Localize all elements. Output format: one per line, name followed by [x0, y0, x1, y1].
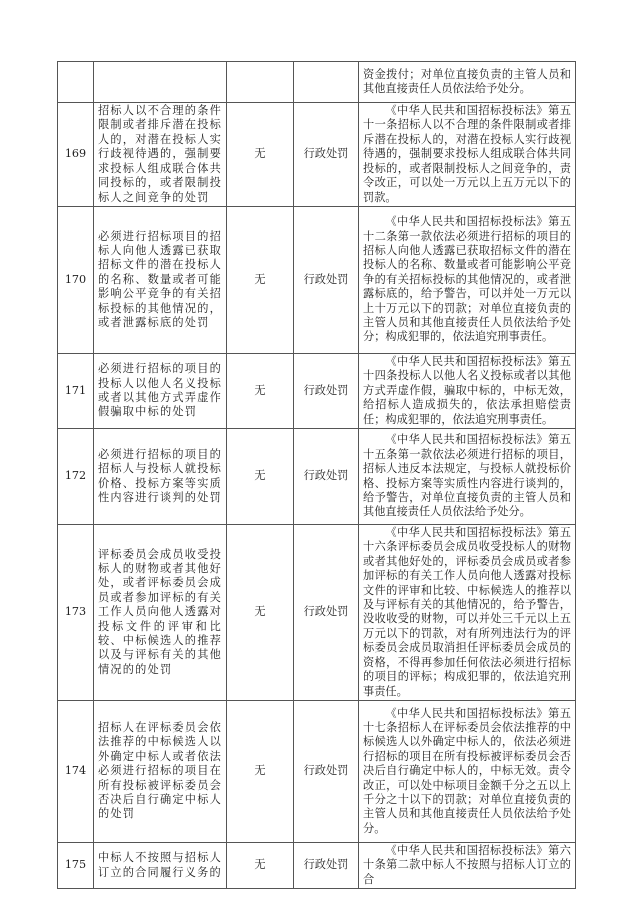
- legal-basis: [359, 207, 576, 354]
- item-name-text: 招标人以不合理的条件限制或者排斥潜在投标人的，对潜在投标人实行歧视待遇的，强制要求投标人组成联合体共同投标的，或者限制投标人之间竞争的处罚: [98, 104, 222, 204]
- legal-basis-text: 《中华人民共和国招标投标法》第五十一条招标人以不合理的条件限制或者排斥潜在投标人的，对潜在投标人实行歧视待遇的，强制要求投标人组成联合体共同投标的，或者限制投标人之间竞争的，责令改正，可以处一万元以上五万元以下的罚款。: [363, 104, 571, 204]
- item-name-text: 必须进行招标的项目的招标人与投标人就投标价格、投标方案等实质性内容进行谈判的处罚: [98, 447, 222, 504]
- row-number: [58, 62, 94, 103]
- legal-basis: [359, 842, 576, 888]
- basis-flag-text: 无: [254, 764, 266, 778]
- row-number: [58, 354, 94, 429]
- category: [294, 103, 359, 207]
- table-row: [58, 354, 576, 429]
- category-text: 行政处罚: [303, 383, 349, 397]
- basis-flag: [227, 842, 294, 888]
- row-number-text: 170: [64, 272, 87, 286]
- basis-flag: [227, 103, 294, 207]
- basis-flag-text: 无: [254, 147, 266, 161]
- category: [294, 525, 359, 701]
- legal-basis: [359, 62, 576, 103]
- legal-basis: [359, 429, 576, 525]
- basis-flag: [227, 354, 294, 429]
- row-number: [58, 525, 94, 701]
- category-text: 行政处罚: [303, 605, 349, 619]
- row-number: [58, 842, 94, 888]
- basis-flag: [227, 525, 294, 701]
- table-row: [58, 700, 576, 842]
- category: [294, 429, 359, 525]
- legal-basis-text: 《中华人民共和国招标投标法》第五十五条第一款依法必须进行招标的项目，招标人违反本法规定，与投标人就投标价格、投标方案等实质性内容进行谈判的，给予警告，对单位直接负责的主管人员和其他直接责任人员依法给予处分。: [363, 433, 571, 519]
- row-number: [58, 700, 94, 842]
- category-text: 行政处罚: [303, 858, 349, 872]
- row-number-text: 174: [64, 764, 87, 778]
- item-name: [94, 842, 227, 888]
- table-row: [58, 62, 576, 103]
- item-name: [94, 207, 227, 354]
- row-number: [58, 207, 94, 354]
- category-text: 行政处罚: [303, 272, 349, 286]
- legal-basis-text: 《中华人民共和国招标投标法》第五十六条评标委员会成员收受投标人的财物或者其他好处的，评标委员会成员或者参加评标的有关工作人员向他人透露对投标文件的评审和比较、中标候选人的推荐以及与评标有关的其他情况的，给予警告，没收收受的财物，可以并处三千元以上五万元以下的罚款，对有所列违法行为的评标委员会成员取消担任评标委员会成员的资格，不得再参加任何依法必须进行招标的项目的评标；构成犯罪的，依法追究刑事责任。: [363, 526, 571, 698]
- category: [294, 842, 359, 888]
- row-number-text: 175: [64, 858, 87, 872]
- item-name: [94, 354, 227, 429]
- basis-flag-text: 无: [254, 858, 266, 872]
- item-name: [94, 525, 227, 701]
- item-name: [94, 103, 227, 207]
- category-text: 行政处罚: [303, 764, 349, 778]
- row-number-text: 169: [64, 147, 87, 161]
- row-number-text: 171: [64, 383, 87, 397]
- legal-basis-text: 《中华人民共和国招标投标法》第六十条第二款中标人不按照与招标人订立的合: [363, 843, 571, 886]
- table-row: [58, 103, 576, 207]
- item-name: [94, 700, 227, 842]
- table-row: [58, 525, 576, 701]
- category: [294, 207, 359, 354]
- basis-flag: [227, 429, 294, 525]
- basis-flag: [227, 207, 294, 354]
- item-name: [94, 429, 227, 525]
- legal-basis: [359, 354, 576, 429]
- legal-basis-text: 《中华人民共和国招标投标法》第五十七条招标人在评标委员会依法推荐的中标候选人以外确定中标人的，依法必须进行招标的项目在所有投标被评标委员会否决后自行确定中标人的，中标无效。责令改正，可以处中标项目金额千分之五以上千分之十以下的罚款；对单位直接负责的主管人员和其他直接责任人员依法给予处分。: [363, 706, 571, 835]
- basis-flag-text: 无: [254, 383, 266, 397]
- legal-basis: [359, 700, 576, 842]
- item-name: [94, 62, 227, 103]
- basis-flag-text: 无: [254, 469, 266, 483]
- item-name-text: 招标人在评标委员会依法推荐的中标候选人以外确定中标人或者依法必须进行招标的项目在所有投标被评标委员会否决后自行确定中标人的处罚: [98, 720, 222, 821]
- category: [294, 62, 359, 103]
- basis-flag-text: 无: [254, 272, 266, 286]
- penalty-table: [57, 61, 576, 889]
- item-name-text: 必须进行招标的项目的投标人以他人名义投标或者以其他方式弄虚作假骗取中标的处罚: [98, 362, 222, 419]
- legal-basis-text: 资金拨付；对单位直接负责的主管人员和其他直接责任人员依法给予处分。: [363, 67, 571, 95]
- row-number: [58, 103, 94, 207]
- table-row: [58, 429, 576, 525]
- legal-basis: [359, 525, 576, 701]
- basis-flag: [227, 62, 294, 103]
- category: [294, 700, 359, 842]
- legal-basis-text: 《中华人民共和国招标投标法》第五十四条投标人以他人名义投标或者以其他方式弄虚作假，骗取中标的，中标无效，给招标人造成损失的，依法承担赔偿责任；构成犯罪的，依法追究刑事责任。: [363, 355, 571, 426]
- row-number: [58, 429, 94, 525]
- legal-basis: [359, 103, 576, 207]
- item-name-text: 必须进行招标项目的招标人向他人透露已获取招标文件的潜在投标人的名称、数量或者可能影响公平竞争的有关招标投标的其他情况的，或者泄露标底的处罚: [98, 229, 222, 330]
- basis-flag: [227, 700, 294, 842]
- table-row: [58, 207, 576, 354]
- table-row: [58, 842, 576, 888]
- legal-basis-text: 《中华人民共和国招标投标法》第五十二条第一款依法必须进行招标的项目的招标人向他人透露已获取招标文件的潜在投标人的名称、数量或者可能影响公平竞争的有关招标投标的其他情况的，或者泄露标底的，给予警告，可以并处一万元以上十万元以下的罚款；对单位直接负责的主管人员和其他直接责任人员依法给予处分；构成犯罪的，依法追究刑事责任。: [363, 215, 571, 344]
- basis-flag-text: 无: [254, 605, 266, 619]
- item-name-text: 评标委员会成员收受投标人的财物或者其他好处，或者评标委员会成员或者参加评标的有关工作人员向他人透露对投标文件的评审和比较、中标候选人的推荐以及与评标有关的其他情况的的处罚: [98, 547, 222, 676]
- category: [294, 354, 359, 429]
- row-number-text: 173: [64, 605, 87, 619]
- category-text: 行政处罚: [303, 147, 349, 161]
- item-name-text: 中标人不按照与招标人订立的合同履行义务的: [98, 851, 222, 879]
- category-text: 行政处罚: [303, 469, 349, 483]
- row-number-text: 172: [64, 469, 87, 483]
